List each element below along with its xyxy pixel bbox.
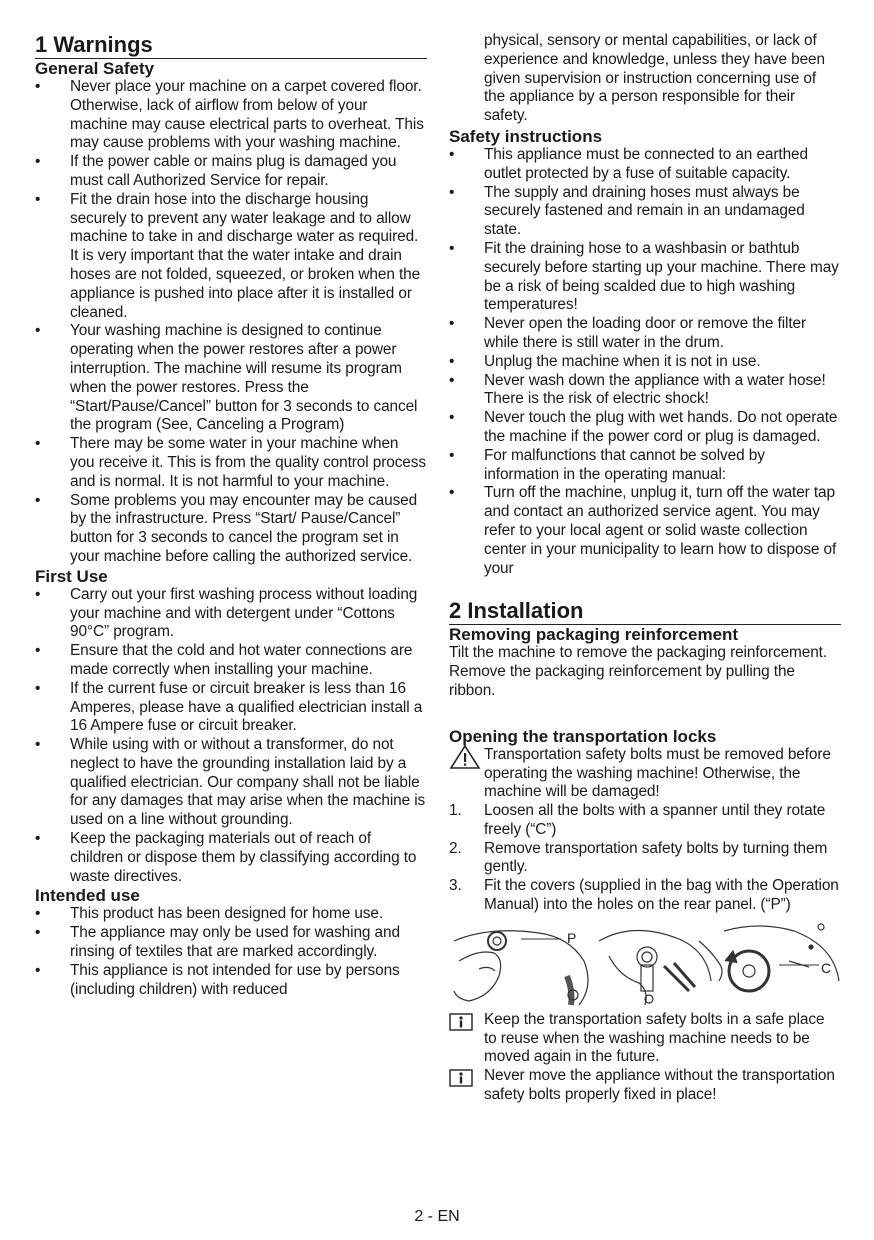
bullet: • [35,830,41,848]
list-item: • This appliance is not intended for use by persons (including children) with reduced [35,961,400,998]
heading-intended-use: Intended use [35,886,140,906]
locks-content [449,746,841,915]
bolt-hole [488,932,506,950]
list-item: • Never wash down the appliance with a water hose! There is the risk of electric shock! [449,371,826,408]
section-title-warnings: 1 Warnings [35,32,427,59]
info-icon [449,1013,473,1037]
bullet: • [449,409,455,427]
bullet: • [35,736,41,754]
bullet: • [449,484,455,502]
list-item: • Never place your machine on a carpet covered floor. Otherwise, lack of airflow from below of your machine may cause electrical parts to overheat. This may cause problems with your washing machine. [35,78,424,152]
list-item: • The appliance may only be used for washing and rinsing of textiles that are marked accordingly. [35,924,400,961]
list-item: • Never open the loading door or remove the filter while there is still water in the drum. [449,315,807,351]
bullet: • [35,322,41,340]
bullet: • [449,183,455,201]
list-item: • Your washing machine is designed to continue operating when the power restores after a power interruption. The machine will resume its program when the power restores. Press the “Start/Pause/Cancel” button for 3 seconds to cancel the program (See, Canceling a Program) [35,322,418,434]
safety-instructions-list [449,146,841,578]
continuation-text: physical, sensory or mental capabilities, or lack of experience and knowledge, unless they have been given supervision or instruction concerning use of the appliance by a person responsible for their safety. [484,32,825,125]
bullet: • [35,924,41,942]
packaging-text: Tilt the machine to remove the packaging reinforcement. Remove the packaging reinforcement by pulling the ribbon. [449,644,828,699]
bullet: • [35,153,41,171]
step-number: 1. [449,802,462,820]
bullet: • [35,435,41,453]
bolt-head [637,947,657,967]
list-item: • The supply and draining hoses must always be securely fastened and remain in an undamaged state. [449,183,805,239]
transport-bolts-illustration [449,921,841,1007]
bullet: • [35,905,41,923]
list-item: • If the current fuse or circuit breaker is less than 16 Amperes, please have a qualified electrician install a 16 Ampere fuse or circuit breaker. [35,679,423,735]
list-item: • If the power cable or mains plug is damaged you must call Authorized Service for repair. [35,153,397,189]
intended-use-list [35,905,427,999]
bolt-hole-inner [493,937,501,945]
bullet: • [35,679,41,697]
bullet: • [35,78,41,95]
list-item: • Unplug the machine when it is not in use. [449,352,761,370]
list-item: • Ensure that the cold and hot water connections are made correctly when installing your machine. [35,642,413,678]
spanner [664,963,695,991]
step-number: 3. [449,877,462,895]
list-item: • This appliance must be connected to an earthed outlet protected by a fuse of suitable capacity. [449,145,808,182]
heading-transportation-locks: Opening the transportation locks [449,726,717,746]
section-title-installation: 2 Installation [449,598,841,625]
bullet: • [35,642,41,660]
figure-label-c: C [821,959,832,976]
list-item: • Turn off the machine, unplug it, turn off the water tap and contact an authorized service agent. You may refer to your local agent or solid waste collection center in your municipality to learn how to dispose of your [449,484,837,577]
list-item: • There may be some water in your machine when you receive it. This is from the quality control process and is normal. It is not harmful to your machine. [35,435,426,490]
bullet: • [35,961,41,979]
bullet: • [35,491,41,509]
warning-note: Transportation safety bolts must be removed before operating the washing machine! Otherwise, the machine will be damaged! [449,746,841,802]
right-column [449,32,841,1105]
bullet: • [449,371,455,389]
heading-safety-instructions: Safety instructions [449,126,603,146]
info-notes [449,1011,841,1105]
bullet: • [449,315,455,333]
bullet: • [35,585,41,603]
bullet: • [35,190,41,208]
list-item: 2. Remove transportation safety bolts by turning them gently. [449,839,828,876]
step-number: 2. [449,839,462,857]
hand-outline [454,952,501,1001]
list-item: • While using with or without a transformer, do not neglect to have the grounding installation laid by a qualified electrician. Our company shall not be liable for any damages that may arise when the machine is used on a line without grounding. [35,736,426,829]
warning-triangle-icon [449,744,481,776]
arrow-head [725,951,737,963]
list-item: • Some problems you may encounter may be caused by the infrastructure. Press “Start/ Pause/Cancel” button for 3 seconds to cancel the program set in your machine before calling the authorized service. [35,491,418,565]
heading-general-safety: General Safety [35,59,155,78]
bullet: • [449,446,455,464]
list-item: 1. Loosen all the bolts with a spanner until they rotate freely (“C”) [449,802,826,838]
first-use-list [35,586,427,887]
bullet: • [449,352,455,370]
info-note: Keep the transportation safety bolts in a safe place to reuse when the washing machine needs to be moved again in the future. [449,1011,841,1067]
info-icon [449,1069,473,1093]
list-item: • Keep the packaging materials out of reach of children or dispose them by classifying according to waste directives. [35,830,417,885]
figure-label-p: P [567,929,577,946]
list-item: • This product has been designed for home use. [35,905,384,923]
illustration-drawing [449,921,841,1007]
list-item: • Fit the draining hose to a washbasin or bathtub securely before starting up your machine. There may be a risk of being scalded due to high washing temperatures! [449,239,839,314]
heading-removing-packaging: Removing packaging reinforcement [449,625,739,645]
heading-first-use: First Use [35,566,108,586]
list-item: • Never touch the plug with wet hands. Do not operate the machine if the power cord or plug is damaged. [449,409,838,445]
panel-edge [599,930,711,981]
bullet: • [449,239,455,257]
info-note: Never move the appliance without the transportation safety bolts properly fixed in place! [449,1067,841,1105]
list-item: • Carry out your first washing process without loading your machine and with detergent under “Cottons 90°C” program. [35,585,418,641]
bullet: • [449,145,455,163]
list-item: 3. Fit the covers (supplied in the bag with the Operation Manual) into the holes on the rear panel. (“P”) [449,877,839,914]
list-item: • For malfunctions that cannot be solved by information in the operating manual: [449,446,765,483]
left-column [35,32,427,999]
list-item: • Fit the drain hose into the discharge housing securely to prevent any water leakage and to allow machine to take in and discharge water as required. It is very important that the water intake and drain hoses are not folded, squeezed, or broken when the appliance is pushed into place after it is installed or cleaned. [35,190,421,321]
page-number: 2 - EN [414,1208,460,1225]
general-safety-list [35,78,427,567]
